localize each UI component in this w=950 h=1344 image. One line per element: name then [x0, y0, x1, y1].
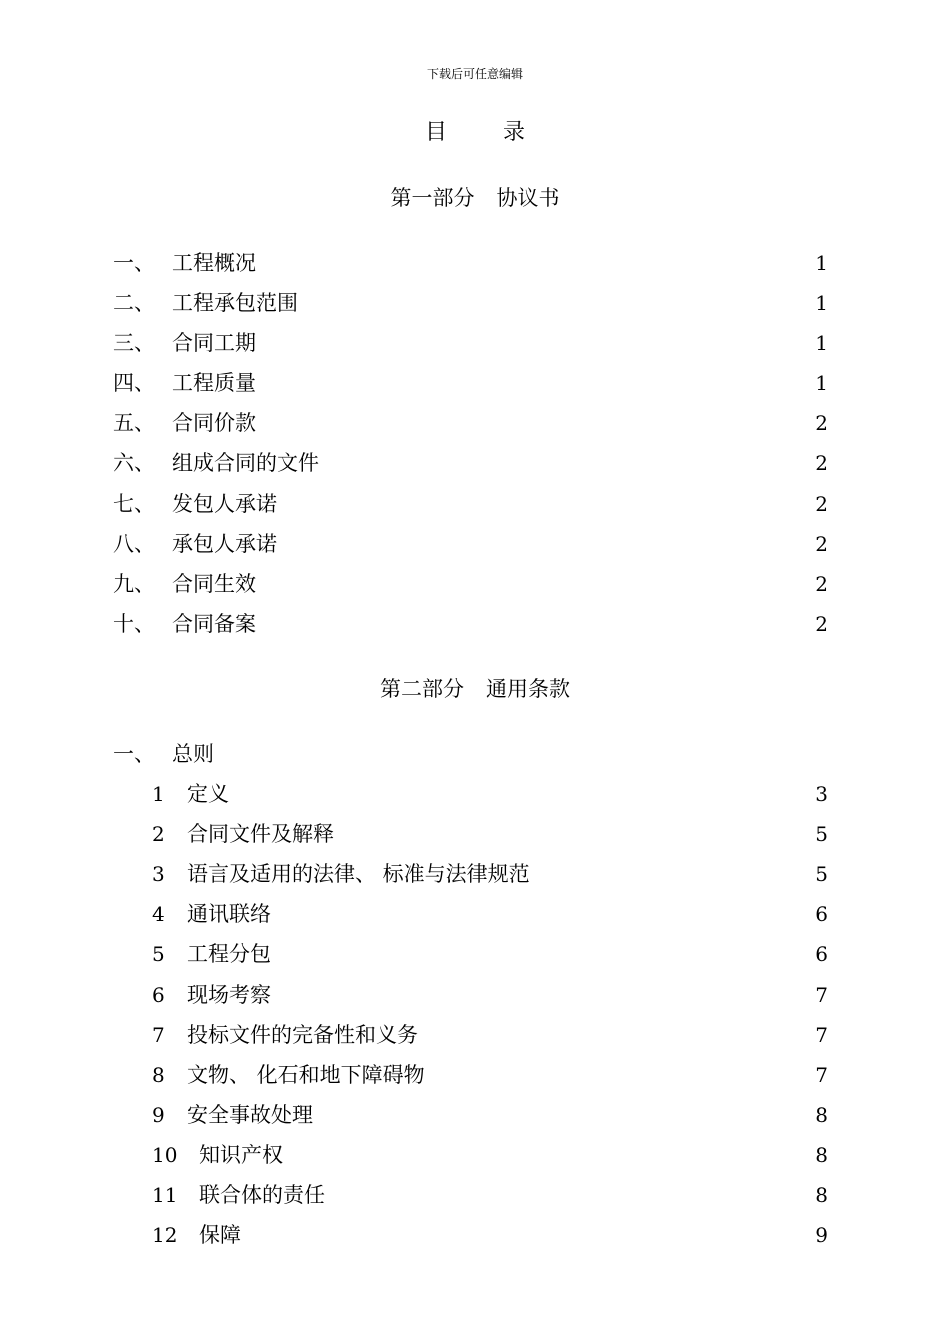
toc-entry-text: 现场考察 — [187, 983, 271, 1007]
toc-entry-page: 1 — [815, 371, 828, 395]
toc-entry-text: 保障 — [199, 1223, 241, 1247]
toc-entry-page: 2 — [815, 451, 828, 475]
part1-heading — [0, 184, 950, 212]
toc-entry-number: 8 — [152, 1063, 165, 1087]
toc-entry-number: 2 — [152, 822, 165, 846]
toc-entry[interactable] — [0, 1180, 950, 1210]
toc-entry-number: 十、 — [113, 612, 155, 636]
toc-title — [0, 118, 950, 148]
toc-entry-number: 七、 — [113, 492, 155, 516]
toc-entry-page: 1 — [815, 291, 828, 315]
toc-entry[interactable] — [0, 779, 950, 809]
toc-entry-page: 8 — [815, 1183, 828, 1207]
toc-entry-number: 六、 — [113, 451, 155, 475]
toc-entry[interactable] — [0, 899, 950, 929]
toc-chapter[interactable] — [0, 739, 950, 769]
toc-entry-text: 承包人承诺 — [172, 532, 277, 556]
toc-entry-page: 7 — [815, 1023, 828, 1047]
toc-entry[interactable] — [0, 1020, 950, 1050]
toc-entry-page: 5 — [815, 862, 828, 886]
toc-entry[interactable] — [0, 328, 950, 358]
toc-entry-text: 知识产权 — [199, 1143, 283, 1167]
toc-entry-number: 7 — [152, 1023, 165, 1047]
part2-label: 第二部分 — [380, 677, 464, 701]
toc-entry-text: 定义 — [187, 782, 229, 806]
toc-entry-page: 2 — [815, 492, 828, 516]
part2-heading — [0, 675, 950, 703]
toc-entry[interactable] — [0, 288, 950, 318]
toc-entry-number: 10 — [152, 1143, 178, 1167]
toc-entry-number: 4 — [152, 902, 165, 926]
toc-entry[interactable] — [0, 569, 950, 599]
toc-title-right: 录 — [503, 120, 526, 145]
toc-entry[interactable] — [0, 368, 950, 398]
toc-entry-text: 工程承包范围 — [172, 291, 298, 315]
toc-entry-page: 8 — [815, 1103, 828, 1127]
toc-entry-number: 四、 — [113, 371, 155, 395]
toc-entry-text: 合同文件及解释 — [187, 822, 334, 846]
toc-entry[interactable] — [0, 819, 950, 849]
toc-entry[interactable] — [0, 248, 950, 278]
part1-name: 协议书 — [496, 186, 560, 210]
toc-entry[interactable] — [0, 609, 950, 639]
toc-entry-text: 组成合同的文件 — [172, 451, 319, 475]
part2-name: 通用条款 — [486, 677, 570, 701]
toc-entry-number: 3 — [152, 862, 165, 886]
toc-entry-number: 11 — [152, 1183, 178, 1207]
toc-entry-page: 2 — [815, 532, 828, 556]
toc-entry-number: 5 — [152, 942, 165, 966]
toc-title-left: 目 — [424, 120, 447, 145]
toc-entry-number: 6 — [152, 983, 165, 1007]
toc-entry-text: 工程质量 — [172, 371, 256, 395]
toc-entry[interactable] — [0, 980, 950, 1010]
toc-entry-text: 文物、 化石和地下障碍物 — [187, 1063, 425, 1087]
toc-entry-text: 语言及适用的法律、 标准与法律规范 — [187, 862, 530, 886]
toc-entry-number: 九、 — [113, 572, 155, 596]
toc-entry[interactable] — [0, 529, 950, 559]
toc-entry[interactable] — [0, 448, 950, 478]
toc-entry-text: 联合体的责任 — [199, 1183, 325, 1207]
toc-entry-text: 安全事故处理 — [187, 1103, 313, 1127]
toc-entry-text: 发包人承诺 — [172, 492, 277, 516]
toc-entry-page: 2 — [815, 612, 828, 636]
toc-entry-page: 2 — [815, 411, 828, 435]
toc-entry[interactable] — [0, 859, 950, 889]
toc-entry[interactable] — [0, 1060, 950, 1090]
toc-entry-page: 1 — [815, 331, 828, 355]
toc-entry-page: 2 — [815, 572, 828, 596]
toc-entry-text: 合同价款 — [172, 411, 256, 435]
toc-entry-number: 12 — [152, 1223, 178, 1247]
toc-entry-page: 1 — [815, 251, 828, 275]
toc-entry-text: 工程概况 — [172, 251, 256, 275]
toc-entry-number: 二、 — [113, 291, 155, 315]
toc-entry-text: 合同工期 — [172, 331, 256, 355]
header-note: 下载后可任意编辑 — [426, 67, 523, 81]
toc-entry-number: 1 — [152, 782, 165, 806]
toc-entry-page: 3 — [815, 782, 828, 806]
toc-entry-number: 五、 — [113, 411, 155, 435]
part1-label: 第一部分 — [390, 186, 475, 210]
toc-entry-page: 8 — [815, 1143, 828, 1167]
toc-entry-page: 9 — [815, 1223, 828, 1247]
toc-entry-text: 工程分包 — [187, 942, 271, 966]
toc-entry[interactable] — [0, 489, 950, 519]
toc-entry-text: 投标文件的完备性和义务 — [187, 1023, 418, 1047]
toc-entry-text: 合同生效 — [172, 572, 256, 596]
toc-entry-page: 5 — [815, 822, 828, 846]
toc-chapter-text: 总则 — [172, 742, 214, 766]
toc-entry[interactable] — [0, 408, 950, 438]
toc-entry-text: 合同备案 — [172, 612, 256, 636]
toc-chapter-number: 一、 — [113, 742, 155, 766]
toc-entry[interactable] — [0, 1100, 950, 1130]
toc-entry-text: 通讯联络 — [187, 902, 271, 926]
toc-entry-number: 八、 — [113, 532, 155, 556]
toc-entry-number: 9 — [152, 1103, 165, 1127]
toc-entry-page: 7 — [815, 1063, 828, 1087]
toc-entry-number: 三、 — [113, 331, 155, 355]
toc-entry[interactable] — [0, 939, 950, 969]
toc-entry[interactable] — [0, 1140, 950, 1170]
toc-entry-number: 一、 — [113, 251, 155, 275]
toc-entry-page: 6 — [815, 902, 828, 926]
toc-entry[interactable] — [0, 1220, 950, 1250]
toc-entry-page: 7 — [815, 983, 828, 1007]
toc-entry-page: 6 — [815, 942, 828, 966]
